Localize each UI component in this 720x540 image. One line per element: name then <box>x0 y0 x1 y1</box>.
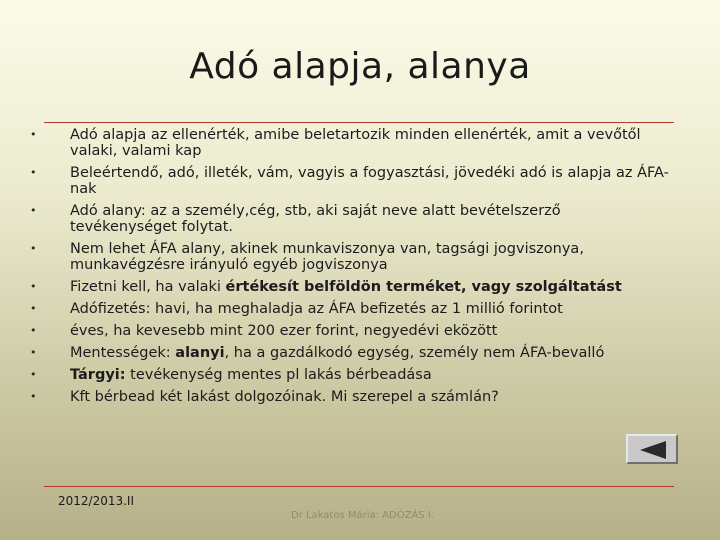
title-divider <box>44 122 674 123</box>
bullet-text-pre: Mentességek: <box>70 345 176 361</box>
bullet-text-bold: alanyi <box>175 345 225 361</box>
list-item <box>30 389 670 405</box>
bullet-icon: • <box>30 368 37 381</box>
list-item <box>30 323 670 339</box>
bullet-text-bold: Tárgyi: <box>70 367 126 383</box>
list-item <box>30 301 670 317</box>
bullet-icon: • <box>30 346 37 359</box>
bullet-icon: • <box>30 390 37 403</box>
list-item <box>30 127 670 159</box>
footer-author: Dr Lakatos Mária: ADÓZÁS I. <box>291 510 434 521</box>
list-item <box>30 241 670 273</box>
bullet-text: Adó alany: az a személy,cég, stb, aki saját neve alatt bevételszerző tevékenységet folytat. <box>70 203 561 235</box>
footer-divider <box>44 486 674 487</box>
list-item <box>30 165 670 197</box>
list-item <box>30 203 670 235</box>
bullet-text: Adó alapja az ellenérték, amibe beletartozik minden ellenérték, amit a vevőtől valaki, valami kap <box>70 127 641 159</box>
bullet-text: Beleértendő, adó, illeték, vám, vagyis a fogyasztási, jövedéki adó is alapja az ÁFA-nak <box>70 165 669 197</box>
list-item <box>30 345 670 361</box>
bullet-text-pre: Fizetni kell, ha valaki <box>70 279 226 295</box>
bullet-text-bold: értékesít belföldön terméket, vagy szolgáltatást <box>225 279 622 295</box>
bullet-text-post: , ha a gazdálkodó egység, személy nem ÁFA-bevalló <box>224 345 605 361</box>
bullet-icon: • <box>30 302 37 315</box>
footer-date: 2012/2013.II <box>58 494 135 508</box>
list-item <box>30 367 670 383</box>
bullet-text: Nem lehet ÁFA alany, akinek munkaviszonya van, tagsági jogviszonya, munkavégzésre irányuló egyéb jogviszonya <box>70 241 584 273</box>
list-item <box>30 279 670 295</box>
bullet-icon: • <box>30 324 37 337</box>
bullet-text: Kft bérbead két lakást dolgozóinak. Mi szerepel a számlán? <box>70 389 499 405</box>
back-button[interactable] <box>626 434 678 464</box>
bullet-text: Adófizetés: havi, ha meghaladja az ÁFA befizetés az 1 millió forintot <box>70 301 563 317</box>
bullet-icon: • <box>30 166 37 179</box>
bullet-icon: • <box>30 204 37 217</box>
bullet-text-post: tevékenység mentes pl lakás bérbeadása <box>125 367 432 383</box>
bullet-icon: • <box>30 128 37 141</box>
bullet-list <box>30 127 670 411</box>
back-arrow-icon <box>638 440 668 460</box>
slide-title: Adó alapja, alanya <box>189 46 531 87</box>
bullet-icon: • <box>30 242 37 255</box>
bullet-text: éves, ha kevesebb mint 200 ezer forint, negyedévi eközött <box>70 323 498 339</box>
bullet-icon: • <box>30 280 37 293</box>
